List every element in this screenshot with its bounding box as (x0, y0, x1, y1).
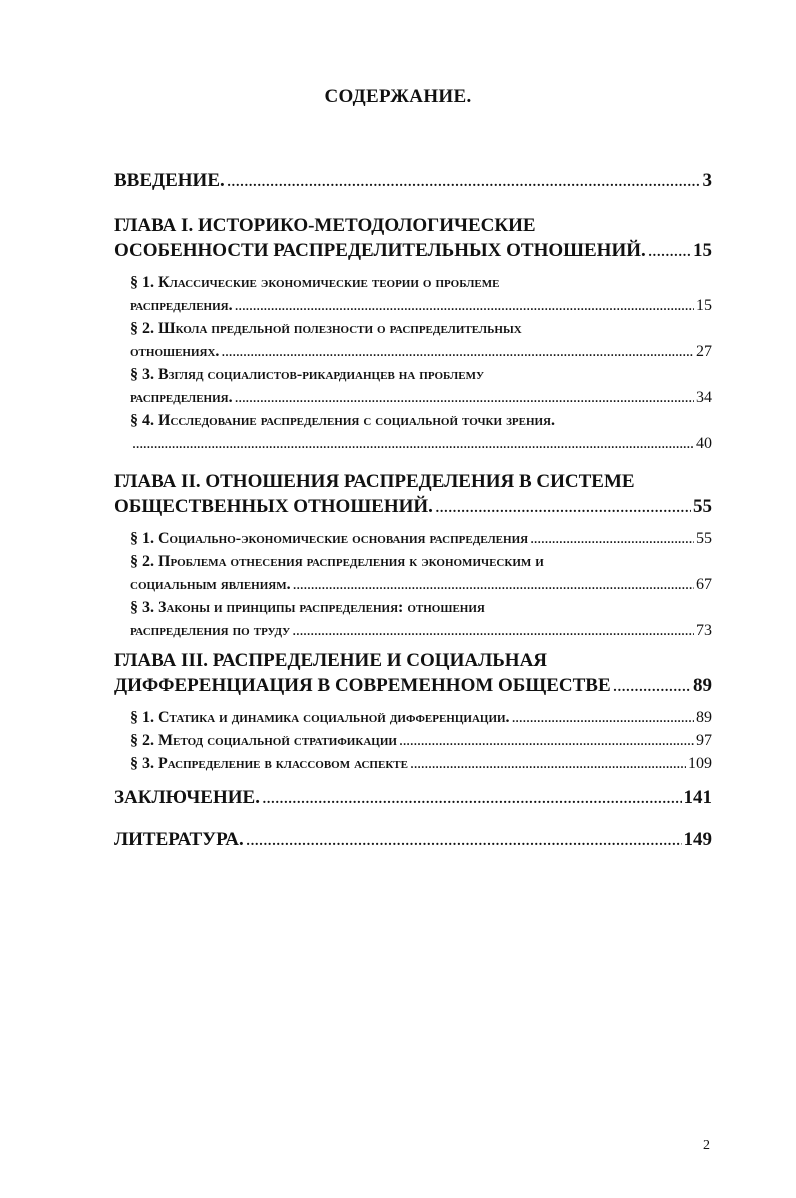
toc-entry-section-2-1[interactable] (114, 527, 712, 550)
dot-leader (132, 432, 694, 455)
toc-page-number: 15 (693, 240, 712, 261)
toc-page-number: 40 (696, 435, 712, 452)
dot-leader (262, 785, 682, 810)
dot-leader (435, 494, 691, 519)
toc-entry-section-3-1[interactable] (114, 706, 712, 729)
toc-page-number: 149 (683, 829, 712, 850)
toc-entry-title-line1: § 1. Статика и динамика социальной дифференциации. (130, 709, 510, 726)
toc-page-number: 89 (696, 709, 712, 726)
toc-entry-title-line1: § 2. Школа предельной полезности о распределительных (130, 320, 522, 337)
toc-entry-section-2-2[interactable] (114, 550, 712, 596)
toc-entry-section-1-1[interactable] (114, 271, 712, 317)
dot-leader (613, 673, 691, 698)
toc-entry-section-1-4[interactable] (114, 409, 712, 455)
toc-entry-title-line1: § 3. Взгляд социалистов-рикардианцев на проблему (130, 366, 485, 383)
toc-entry-title: ВВЕДЕНИЕ. (114, 170, 225, 191)
toc-entry-section-3-3[interactable] (114, 752, 712, 775)
toc-entry-title-line1: § 4. Исследование распределения с социальной точки зрения. (130, 412, 556, 429)
toc-entry-title-line2: ОБЩЕСТВЕННЫХ ОТНОШЕНИЙ. (114, 496, 433, 517)
toc-page-number: 15 (696, 297, 712, 314)
dot-leader (530, 527, 694, 550)
dot-leader (292, 619, 694, 642)
toc-entry-title-line2: распределения. (130, 297, 233, 314)
toc-entry-title-line1: ГЛАВА I. ИСТОРИКО-МЕТОДОЛОГИЧЕСКИЕ (114, 215, 536, 236)
toc-entry-title: ЗАКЛЮЧЕНИЕ. (114, 787, 260, 808)
toc-page-number: 27 (696, 343, 712, 360)
toc-page-number: 73 (696, 622, 712, 639)
toc-entry-title-line1: ГЛАВА II. ОТНОШЕНИЯ РАСПРЕДЕЛЕНИЯ В СИСТЕМЕ (114, 471, 635, 492)
toc-entry-title-line1: § 2. Проблема отнесения распределения к экономическим и (130, 553, 544, 570)
toc-page-number: 34 (696, 389, 712, 406)
toc-page-number: 89 (693, 675, 712, 696)
dot-leader (221, 340, 694, 363)
toc-page-number: 55 (693, 496, 712, 517)
toc-page-number: 3 (702, 170, 712, 191)
toc-entry-title-line1: § 3. Распределение в классовом аспекте (130, 755, 408, 772)
toc-entry-title-line2: ДИФФЕРЕНЦИАЦИЯ В СОВРЕМЕННОМ ОБЩЕСТВЕ (114, 675, 611, 696)
toc-entry-chapter-3[interactable] (114, 648, 712, 698)
toc-entry-title-line1: ГЛАВА III. РАСПРЕДЕЛЕНИЕ И СОЦИАЛЬНАЯ (114, 650, 548, 671)
toc-entry-title-line2: социальным явлениям. (130, 576, 291, 593)
dot-leader (235, 294, 694, 317)
toc-entry-introduction[interactable] (114, 168, 712, 193)
dot-leader (235, 386, 694, 409)
page-number: 2 (703, 1138, 710, 1153)
toc-page-number: 141 (683, 787, 712, 808)
toc-entry-section-2-3[interactable] (114, 596, 712, 642)
toc-entry-title-line1: § 3. Законы и принципы распределения: отношения (130, 599, 485, 616)
toc-entry-title-line1: § 2. Метод социальной стратификации (130, 732, 397, 749)
toc-page-number: 109 (688, 755, 712, 772)
toc-entry-title-line1: § 1. Классические экономические теории о проблеме (130, 274, 500, 291)
dot-leader (227, 168, 701, 193)
dot-leader (293, 573, 694, 596)
toc-entry-section-3-2[interactable] (114, 729, 712, 752)
toc-entry-section-1-3[interactable] (114, 363, 712, 409)
toc-entry-title-line2: ОСОБЕННОСТИ РАСПРЕДЕЛИТЕЛЬНЫХ ОТНОШЕНИЙ. (114, 240, 646, 261)
table-of-contents (114, 168, 712, 852)
toc-entry-section-1-2[interactable] (114, 317, 712, 363)
page-title: СОДЕРЖАНИЕ. (324, 86, 472, 107)
toc-entry-conclusion[interactable] (114, 785, 712, 810)
toc-entry-title-line2: распределения по труду (130, 622, 291, 639)
toc-entry-title-line1: § 1. Социально-экономические основания распределения (130, 530, 529, 547)
toc-page-number: 97 (696, 732, 712, 749)
toc-entry-title-line2: распределения. (130, 389, 233, 406)
dot-leader (399, 729, 694, 752)
toc-entry-title: ЛИТЕРАТУРА. (114, 829, 244, 850)
toc-page-number: 55 (696, 530, 712, 547)
dot-leader (512, 706, 694, 729)
toc-entry-title-line2: отношениях. (130, 343, 220, 360)
dot-leader (246, 827, 682, 852)
toc-page-number: 67 (696, 576, 712, 593)
dot-leader (410, 752, 686, 775)
toc-entry-literature[interactable] (114, 827, 712, 852)
dot-leader (648, 238, 691, 263)
toc-entry-chapter-1[interactable] (114, 213, 712, 263)
toc-entry-chapter-2[interactable] (114, 469, 712, 519)
